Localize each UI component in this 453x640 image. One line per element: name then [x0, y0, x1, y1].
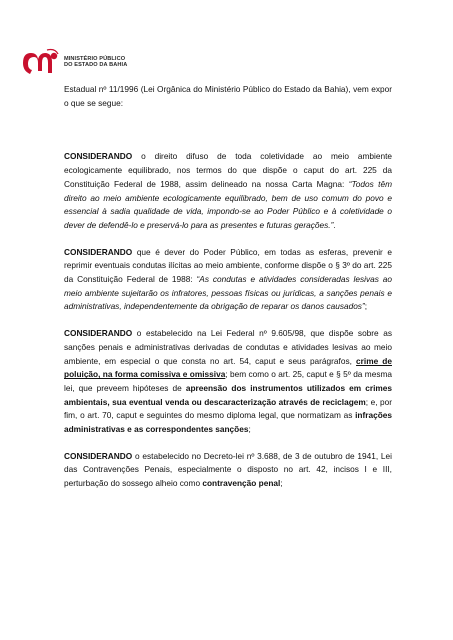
letterhead	[21, 47, 127, 77]
considerando-paragraph-3	[64, 327, 392, 437]
org-line-1: MINISTÉRIO PÚBLICO	[64, 55, 126, 62]
paragraph-text: ; e, por fim, o art. 70, caput e seguintes do mesmo diploma legal, que normatizam as	[64, 396, 392, 421]
paragraph-tail: ;	[248, 424, 251, 435]
bold-phrase: contravenção penal	[202, 478, 281, 489]
underlined-crime: crime de poluição, na forma comissiva e omissiva	[64, 355, 392, 380]
considerando-lead: CONSIDERANDO	[64, 328, 133, 339]
considerando-paragraph-2	[64, 246, 392, 315]
considerando-paragraph-1	[64, 150, 392, 232]
paragraph-tail: ;	[364, 301, 368, 312]
paragraph-text: o estabelecido no Decreto-lei nº 3.688, de 3 de outubro de 1941, Lei das Contravenções Penais, especialmente o disposto no art. 42, incisos I e III, perturbação do sossego alheio como	[64, 450, 392, 489]
org-name	[64, 56, 127, 68]
considerando-lead: CONSIDERANDO	[64, 246, 133, 257]
paragraph-text: o direito difuso de toda coletividade ao meio ambiente ecologicamente equilibrado, nos termos do que dispõe o caput do art. 225 da Constituição Federal de 1988, assim delineado na nossa Carta Magna:	[64, 151, 392, 189]
mp-logo-icon	[21, 47, 61, 77]
considerando-paragraph-4	[64, 450, 392, 491]
paragraph-text: o estabelecido na Lei Federal nº 9.605/98, que dispõe sobre as sanções penais e administrativas derivadas de condutas e atividades lesivas ao meio ambiente, em especial o que consta no art. 54, caput e seus parágrafos,	[64, 328, 392, 366]
intro-paragraph: Estadual nº 11/1996 (Lei Orgânica do Ministério Público do Estado da Bahia), vem expor o que se segue:	[64, 84, 392, 108]
paragraph-text: ; bem como o art. 25, caput e § 5º da mesma lei, que preveem hipóteses de	[64, 369, 393, 393]
paragraph-text: que é dever do Poder Público, em todas as esferas, prevenir e reprimir eventuais condutas ilícitas ao meio ambiente, conforme dispõe o § 3º do art. 225 da Constituição Federal de 1988:	[64, 246, 392, 285]
paragraph-tail: ;	[280, 478, 283, 489]
constitution-quote: “Todos têm direito ao meio ambiente ecologicamente equilibrado, bem de uso comum do povo e essencial à sadia qualidade de vida, impondo-se ao Poder Público e à coletividade o dever de defendê-lo e preservá-lo para as presentes e futuras gerações.”	[64, 178, 392, 230]
document-body	[64, 83, 392, 504]
bold-phrase: apreensão dos instrumentos utilizados em crimes ambientais, sua eventual venda ou descaracterização através de reciclagem	[64, 382, 392, 407]
org-line-2: DO ESTADO DA BAHIA	[64, 62, 128, 68]
bold-phrase: infrações administrativas e as correspondentes sanções	[64, 410, 392, 435]
constitution-quote: “As condutas e atividades consideradas lesivas ao meio ambiente sujeitarão os infratores, pessoas físicas ou jurídicas, a sanções penais e administrativas, independentemente da obrigação de reparar os danos causados”	[64, 274, 392, 312]
considerando-lead: CONSIDERANDO	[64, 151, 133, 162]
paragraph-tail: .	[333, 219, 336, 230]
considerando-lead: CONSIDERANDO	[64, 450, 133, 461]
